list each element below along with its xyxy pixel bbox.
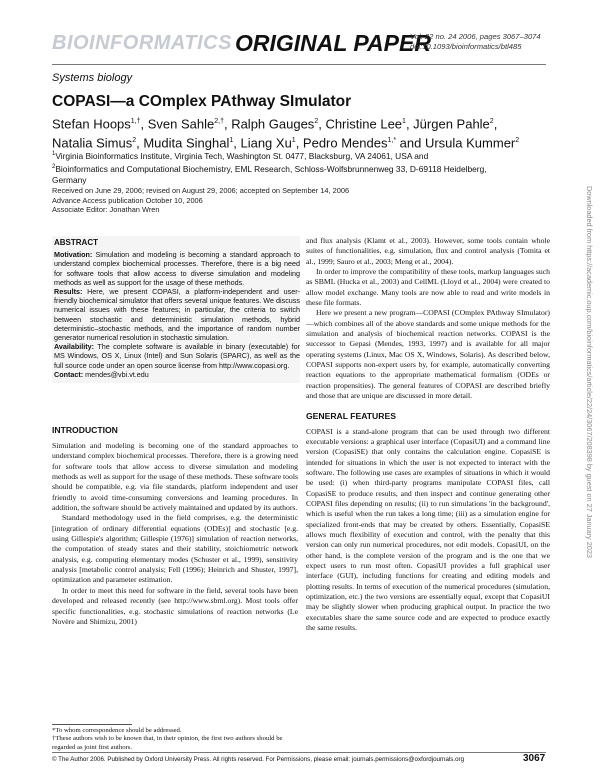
advance-access: Advance Access publication October 10, 2006 [52,195,203,205]
affiliation-2: Bioinformatics and Computational Biochemistry, EML Research, Schloss-Wolfsbrunnenweg 33, D-69118 Heidelberg, Germany [52,163,487,185]
abstract-box [52,236,300,383]
body-paragraph: In order to improve the compatibility of these tools, markup languages such as SBML (Hucka et al., 2003) and CellML (Lloyd et al., 2004) were created to allow model exchange. Many tools are now able to read and write models in these file formats. [306,267,550,308]
affiliations: $^1$Virginia Bioinformatics Institute, Virginia Tech, Washington St. 0477, Blacksburg, VA 24061, USA and $^2$Bioinformatics and Computational Biochemistry, EML Research, Schloss-Wolfsbrunnenweg 33, D-69118 Heidelberg, Germany [52,150,487,185]
copyright-footer: © The Author 2006. Published by Oxford University Press. All rights reserved. For Permissions, please email: journals.permissions@oxfordjournals.org [52,756,465,763]
page-number: 3067 [523,753,546,764]
download-notice: Downloaded from https://academic.oup.com/bioinformatics/article/22/24/3067/208398 by guest on 27 January 2023 [585,186,594,558]
volume-info [410,32,560,51]
paper-title: COPASI—a COmplex PAthway SImulator [52,93,352,110]
intro-heading: INTRODUCTION [52,425,118,435]
header-rule [52,64,546,65]
footer-rule [52,752,546,753]
intro-column [52,425,298,627]
intro-paragraph: In order to meet this need for software in the field, several tools have been developed and released recently (see http://www.sbml.org). Most tools offer specific functionalities, e.g. stochastic simulations of reaction networks (Le Novère and Shimizu, 2001) [52,585,298,626]
right-column [306,236,550,633]
body-paragraph: Here we present a new program—COPASI (COmplex PAthway SImulator)—which combines all of the above standards and some unique methods for the simulation and analysis of biochemical reaction networks. COPASI is the successor to Gepasi (Mendes, 1993, 1997) and is available for all major operating systems (Linux, Mac OS X, Windows, Solaris). As described below, COPASI supports non-expert users by, for example, automatically converting reaction equations to the appropriate mathematical formalism (ODEs or reaction propensities). The general features of COPASI are described briefly and those that are unique are discussed in more detail. [306,308,550,401]
paper-type: ORIGINAL PAPER [235,30,431,56]
body-paragraph: and flux analysis (Klamt et al., 2003). However, some tools contain whole suites of functionalities, e.g. simulation, flux and control analysis (Tomita et al., 1999; Sauro et al., 2003; Meng et al., 2004). [306,236,550,266]
abstract-availability: Availability: The complete software is available in binary (executable) for MS Windows, OS X, Linux (Intel) and Sun Solaris (SPARC), as well as the full source code under an open source license from http://www.copasi.org. [54,342,300,370]
volume-pages: Vol. 22 no. 24 2006, pages 3067–3074 [410,32,541,41]
affiliation-1: Virginia Bioinformatics Institute, Virginia Tech, Washington St. 0477, Blacksburg, VA 24061, USA and [55,150,429,161]
footnote-correspondence: *To whom correspondence should be addressed. [52,727,182,734]
abstract-contact: Contact: mendes@vbi.vt.edu [54,369,149,379]
download-sidebar [584,186,594,746]
associate-editor: Associate Editor: Jonathan Wren [52,205,160,214]
doi: doi:10.1093/bioinformatics/btl485 [410,41,522,51]
abstract-heading: ABSTRACT [54,238,98,247]
author-list: Stefan Hoops$^{1,\dagger}$, Sven Sahle$^{2,\dagger}$, Ralph Gauges$^2$, Christine Lee$^1$, Jürgen Pahle$^2$, Natalia Simus$^2$, Mudita Singhal$^1$, Liang Xu$^1$, Pedro Mendes$^{1,*}$ and Ursula Kummer$^2$ [52,116,520,151]
abstract-motivation: Motivation: Simulation and modeling is becoming a standard approach to understand complex biochemical processes. Therefore, there is a big need for software tools that allow access to diverse simulation and modeling methods as well as support for the usage of these methods. [54,250,300,287]
section-label: Systems biology [52,72,133,84]
journal-name: BIOINFORMATICS [52,32,232,54]
body-paragraph: COPASI is a stand-alone program that can be used through two different executable versions: a graphical user interface (CopasiUI) and a command line version (CopasiSE) that only contains the calculation engine. CopasiSE is intended for situations in which the user is not expected to interact with the software. The following use cases are examples of situations in which it would be used: (i) when third-party programs manipulate COPASI files, call CopasiSE to produce results, and then inspect and continue generating other COPASI files depending on results; (ii) to run simulations 'in the background', which is useful when the run takes a long time; (iii) as a simulation engine for specialized front-ends that may be created by others. Essentially, CopasiSE allows much flexibility of execution and control, with the penalty that this version can only run numerical procedures, not edit models. CopasiUI, on the other hand, is the complete version of the program and is the one that we expect users to run most often. CopasiUI provides a full graphical user interface (GUI), including functions for creating and editing models and plotting results. In terms of execution of the numerical procedures (simulation, optimization, etc.) the two versions are essentially equal, except that CopasiUI may be slightly slower when producing graphical output. In practice the two executables share the same source code and are expected to produce exactly the same results. [306,426,550,633]
received-date: Received on June 29, 2006; revised on August 29, 2006; accepted on September 14, 2006 [52,186,350,195]
footnote-joint-authors: †These authors wish to be known that, in their opinion, the first two authors should be regarded as joint first authors. [52,735,283,751]
journal-header [52,30,552,64]
publication-dates [52,186,532,215]
abstract-results: Results: Here, we present COPASI, a platform-independent and user-friendly biochemical simulator that offers several unique features. We discuss numerical issues with these features; in particular, the criteria to switch between stochastic and deterministic simulation methods, hybrid deterministic–stochastic methods, and the importance of random number generator numerical resolution in stochastic simulation. [54,287,300,343]
intro-paragraph: Simulation and modeling is becoming one of the standard approaches to understand complex biochemical processes. Therefore, there is a growing need for software tools that allow access to diverse simulation and modeling methods as well as support for the usage of these methods. These software tools should be compatible, e.g. via file standards, platform independent and user friendly to avoid time-consuming conversions and learning procedures. In addition, the software should be actively maintained and updated by its authors. [52,441,298,513]
footnote-rule [52,724,132,725]
general-features-heading: GENERAL FEATURES [306,410,396,421]
intro-paragraph: Standard methodology used in the field comprises, e.g. the deterministic [integration of ordinary differential equations (ODEs)] and stochastic [e.g. using Gillespie's algorithm; Gillespie (1976)] simulation of reaction networks, the computation of steady states and their stability, stoichiometric network analysis, e.g. computing elementary modes (Schuster et al., 1999), sensitivity analysis [metabolic control analysis; Fell (1996); Heinrich and Shuster, 1997], optimization and parameter estimation. [52,513,298,585]
footnotes [52,727,298,752]
